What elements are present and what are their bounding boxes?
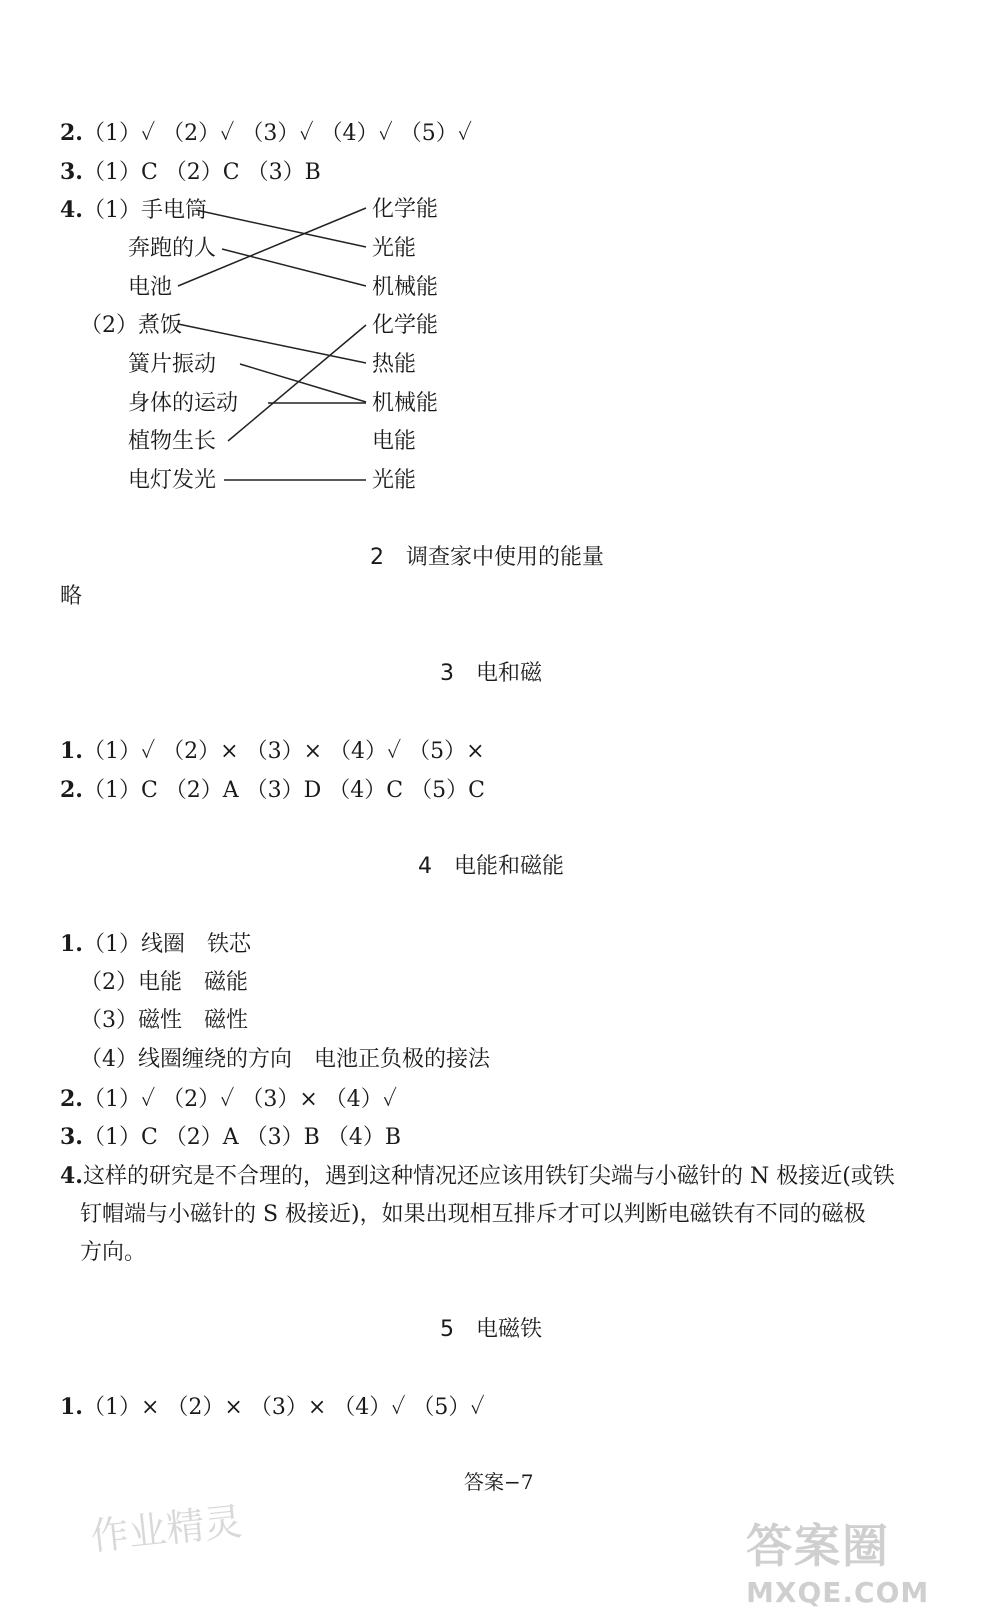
answer-text: （1）✓ （2）✓ （3）× （4）✓ xyxy=(82,1087,397,1112)
s5-question-1 xyxy=(60,1392,485,1423)
question-number: 4. xyxy=(60,1163,83,1189)
link-plant-chemical xyxy=(228,325,366,441)
section-3-title: 3 电和磁 xyxy=(440,661,542,686)
s3-question-2 xyxy=(60,775,485,806)
match-left-2-4: 植物生长 xyxy=(128,429,217,454)
match-right-1-2: 光能 xyxy=(372,236,417,261)
question-number: 2. xyxy=(60,1086,83,1112)
section-2-body: 略 xyxy=(60,584,83,609)
s4-question-2 xyxy=(60,1084,397,1115)
logo-domain: MXQE.COM xyxy=(746,1576,930,1609)
match-right-1-1: 化学能 xyxy=(372,197,439,222)
match-left-1-1: 手电筒 xyxy=(140,198,207,223)
logo-text: 答案圈 xyxy=(746,1519,890,1573)
question-number: 3. xyxy=(60,1124,83,1150)
link-battery-chemical xyxy=(178,208,366,286)
page-number: 答案−7 xyxy=(464,1470,534,1494)
paragraph-line: 这样的研究是不合理的，遇到这种情况还应该用铁钉尖端与小磁针的 N 极接近(或铁 xyxy=(82,1164,895,1189)
matching-lines xyxy=(0,0,1000,520)
answer-text: （1）× （2）× （3）× （4）✓ （5）✓ xyxy=(82,1395,485,1420)
match-left-2-5: 电灯发光 xyxy=(128,468,217,493)
answer-item: （2）电能 磁能 xyxy=(80,970,248,995)
s4-question-4 xyxy=(60,1161,895,1192)
sub-label-2: （2） xyxy=(80,313,138,338)
paragraph-line: 钉帽端与小磁针的 S 极接近)，如果出现相互排斥才可以判断电磁铁有不同的磁极 xyxy=(80,1202,866,1227)
match-right-2-1: 化学能 xyxy=(372,313,439,338)
answer-text: （1）✓ （2）✓ （3）✓ （4）✓ （5）✓ xyxy=(82,121,472,146)
match-right-2-4: 电能 xyxy=(372,429,417,454)
paragraph-line: 方向。 xyxy=(80,1240,147,1265)
question-number: 2. xyxy=(60,777,83,803)
answer-text: （1）C （2）A （3）B （4）B xyxy=(82,1125,401,1150)
match-left-1-3: 电池 xyxy=(128,275,173,300)
answer-item: （3）磁性 磁性 xyxy=(80,1008,248,1033)
link-cooking-heat xyxy=(178,324,366,363)
link-runner-mechanical xyxy=(222,249,366,286)
link-flashlight-light xyxy=(196,210,366,247)
match-right-2-5: 光能 xyxy=(372,468,417,493)
s4-question-3 xyxy=(60,1122,401,1153)
question-number: 2. xyxy=(60,120,83,146)
match-left-2-1: 煮饭 xyxy=(138,313,183,338)
sub-label-1: （1） xyxy=(82,198,141,223)
match-right-1-3: 机械能 xyxy=(372,275,439,300)
match-right-2-3: 机械能 xyxy=(372,391,439,416)
question-number: 1. xyxy=(60,931,83,957)
site-logo-watermark xyxy=(746,1510,976,1609)
answer-text: （1）C （2）C （3）B xyxy=(82,160,321,185)
match-right-2-2: 热能 xyxy=(372,352,417,377)
match-left-2-2: 簧片振动 xyxy=(128,352,217,377)
answer-item: （1）线圈 铁芯 xyxy=(82,932,251,957)
question-number: 4. xyxy=(60,197,83,223)
handwriting-watermark: 作业精灵 xyxy=(88,1499,245,1559)
question-number: 1. xyxy=(60,1394,83,1420)
answer-text: （1）C （2）A （3）D （4）C （5）C xyxy=(82,778,485,803)
section-2-title: 2 调查家中使用的能量 xyxy=(370,545,604,570)
s3-question-1 xyxy=(60,736,485,767)
match-left-1-2: 奔跑的人 xyxy=(128,236,217,261)
section-4-title: 4 电能和磁能 xyxy=(418,854,564,879)
answer-item: （4）线圈缠绕的方向 电池正负极的接法 xyxy=(80,1047,490,1072)
match-left-2-3: 身体的运动 xyxy=(128,391,239,416)
question-number: 1. xyxy=(60,738,83,764)
s4-question-1 xyxy=(60,929,251,960)
link-reed-mechanical xyxy=(240,364,366,402)
question-number: 3. xyxy=(60,159,83,185)
section-5-title: 5 电磁铁 xyxy=(440,1317,542,1342)
answer-text: （1）✓ （2）× （3）× （4）✓ （5）× xyxy=(82,739,485,764)
